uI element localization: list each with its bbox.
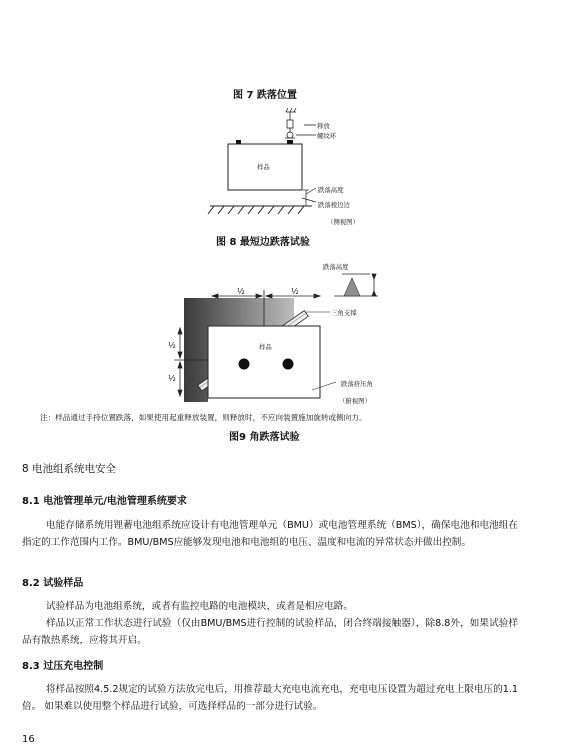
figure-7-caption: 图 7 跌落位置 xyxy=(233,90,297,101)
figure-8-caption: 图 8 最短边跌落试验 xyxy=(216,237,310,248)
section-8-2-paragraph-1: 试验样品为电池组系统，或者有监控电路的电池模块，或者是相应电路。 xyxy=(46,601,353,612)
fig8-label-view: （侧视图） xyxy=(327,218,359,226)
fig8-label-sample: 样品 xyxy=(257,163,270,171)
section-8-1-heading: 8.1 电池管理单元/电池管理系统要求 xyxy=(22,496,187,507)
fig9-label-half-left-top: ½ xyxy=(168,341,176,350)
section-8-heading: 8 电池组系统电安全 xyxy=(22,463,117,475)
figure-9-caption: 图9 角跌落试验 xyxy=(229,432,300,443)
fig9-label-half-top-left: ½ xyxy=(237,287,245,296)
section-8-3-paragraph: 将样品按照4.5.2规定的试验方法放完电后，用推荐最大充电电流充电，充电电压设置为超过充电上限电压的1.1倍。 如果难以使用整个样品进行试验，可选择样品的一部分进行试验。 xyxy=(22,684,518,712)
fig9-label-drop-corner: 跌落挤压角 xyxy=(341,380,373,388)
section-8-2-heading: 8.2 试验样品 xyxy=(22,578,84,589)
fig9-label-drop-height: 跌落高度 xyxy=(323,263,349,271)
fig8-label-drop-height: 跌落高度 xyxy=(318,186,344,194)
section-8-1-paragraph: 电能存储系统用锂蓄电池组系统应设计有电池管理单元（BMU）或电池管理系统（BMS），确保电池和电池组在指定的工作范围内工作。BMU/BMS应能够发现电池和电池组的电压、温度和电流的异常状态并做出控制。 xyxy=(22,520,518,548)
section-8-2-paragraph-2: 样品以正常工作状态进行试验（仅由BMU/BMS进行控制的试验样品，闭合终端接触器），除8.8外，如果试验样品有散热系统，应将其开启。 xyxy=(22,618,518,646)
fig8-label-release: 释放 xyxy=(317,122,330,130)
page-number: 16 xyxy=(22,734,35,745)
figure-8-diagram xyxy=(200,106,380,230)
fig9-label-view: （俯视图） xyxy=(339,397,371,405)
fig9-label-half-left-bottom: ½ xyxy=(168,374,176,383)
fig9-label-sample: 样品 xyxy=(259,343,272,351)
fig9-label-triangle-support: 三角支撑 xyxy=(331,309,357,317)
fig8-label-drop-edge: 跌落棱边边 xyxy=(318,201,350,209)
section-8-3-heading: 8.3 过压充电控制 xyxy=(22,661,104,672)
figure-9-note: 注：样品通过手持位置跌落，如果使用起重释放装置，则释放时，不应向装置施加旋转或侧向力。 xyxy=(40,413,367,422)
fig8-label-anchor-ring: 螺纹环 xyxy=(317,132,337,140)
fig9-label-half-top-right: ½ xyxy=(291,287,299,296)
